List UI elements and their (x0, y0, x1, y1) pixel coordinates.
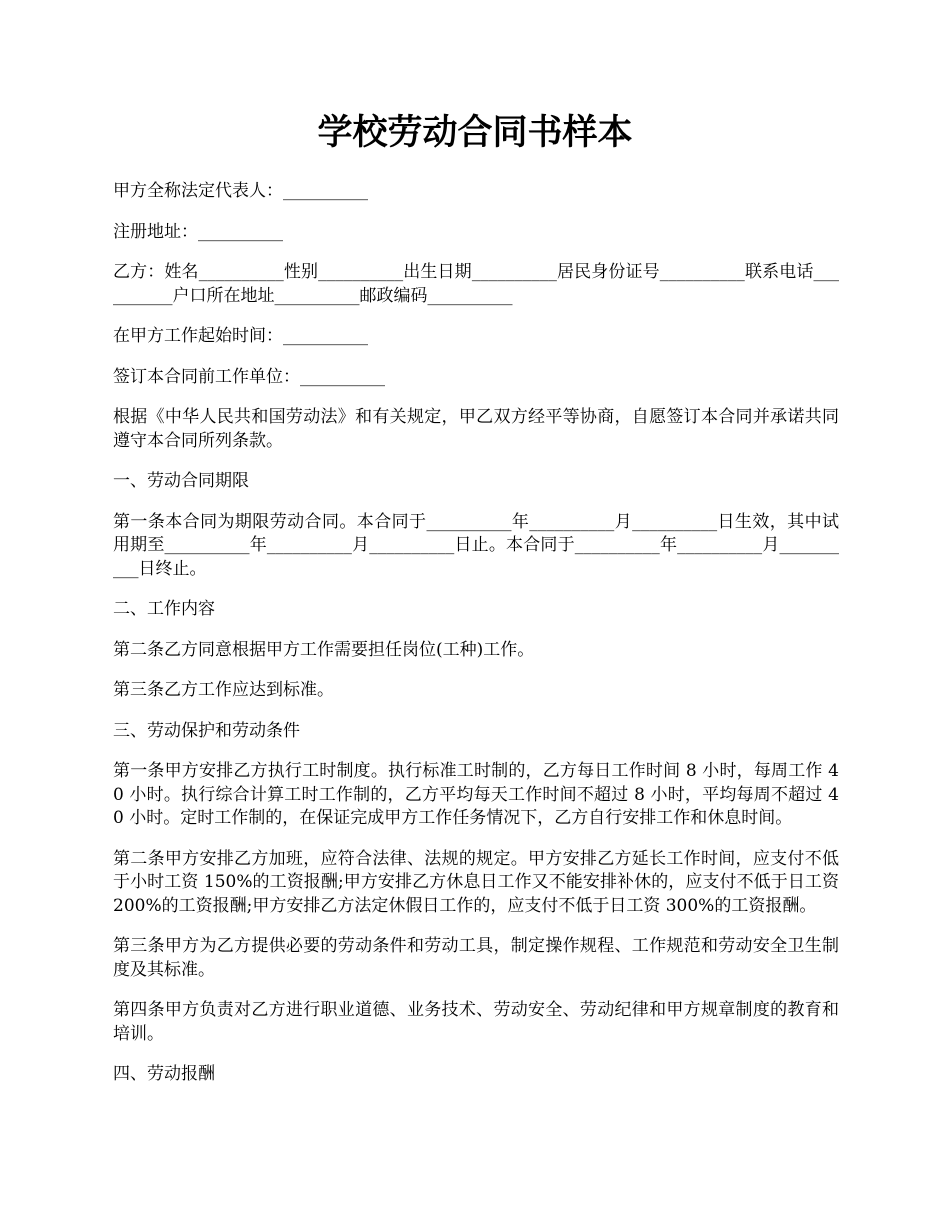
preamble-paragraph: 根据《中华人民共和国劳动法》和有关规定，甲乙双方经平等协商，自愿签订本合同并承诺共同遵守本合同所列条款。 (113, 407, 839, 451)
clause-work-2: 第二条乙方同意根据甲方工作需要担任岗位(工种)工作。 (113, 639, 535, 660)
section-heading-term: 一、劳动合同期限 (113, 471, 249, 491)
clause-term-1: 第一条本合同为期限劳动合同。本合同于__________年__________月__________日生效，其中试用期至__________年__________月__________日止。本合同于__________年__________月__________日终止。 (113, 511, 839, 579)
section-heading-labor-protection: 三、劳动保护和劳动条件 (113, 720, 300, 741)
party-a-name-line: 甲方全称法定代表人：__________ (113, 181, 368, 201)
section-heading-remuneration: 四、劳动报酬 (113, 1064, 215, 1084)
document-body (113, 180, 839, 1104)
clause-protection-4: 第四条甲方负责对乙方进行职业道德、业务技术、劳动安全、劳动纪律和甲方规章制度的教育和培训。 (113, 1000, 839, 1044)
start-date-line: 在甲方工作起始时间：__________ (113, 326, 368, 346)
document-title: 学校劳动合同书样本 (317, 112, 633, 153)
party-b-info: 乙方：姓名__________性别__________出生日期__________居民身份证号__________联系电话__________户口所在地址__________邮政编码__________ (113, 262, 839, 306)
clause-protection-3: 第三条甲方为乙方提供必要的劳动条件和劳动工具，制定操作规程、工作规范和劳动安全卫生制度及其标准。 (113, 936, 839, 980)
clause-work-3: 第三条乙方工作应达到标准。 (113, 680, 334, 700)
registered-address-line: 注册地址：__________ (113, 221, 283, 242)
section-heading-work-content: 二、工作内容 (113, 599, 215, 619)
clause-protection-2: 第二条甲方安排乙方加班，应符合法律、法规的规定。甲方安排乙方延长工作时间，应支付不低于小时工资 150%的工资报酬;甲方安排乙方休息日工作又不能安排补休的，应支付不低于日工资 200%的工资报酬;甲方安排乙方法定休假日工作的，应支付不低于日工资 300%的工资报酬。 (113, 848, 839, 916)
clause-protection-1: 第一条甲方安排乙方执行工时制度。执行标准工时制的，乙方每日工作时间 8 小时，每周工作 40 小时。执行综合计算工时工作制的，乙方平均每天工作时间不超过 8 小时，平均每周不超过 40 小时。定时工作制的，在保证完成甲方工作任务情况下，乙方自行安排工作和休息时间。 (113, 761, 839, 828)
previous-employer-line: 签订本合同前工作单位：__________ (113, 366, 385, 387)
